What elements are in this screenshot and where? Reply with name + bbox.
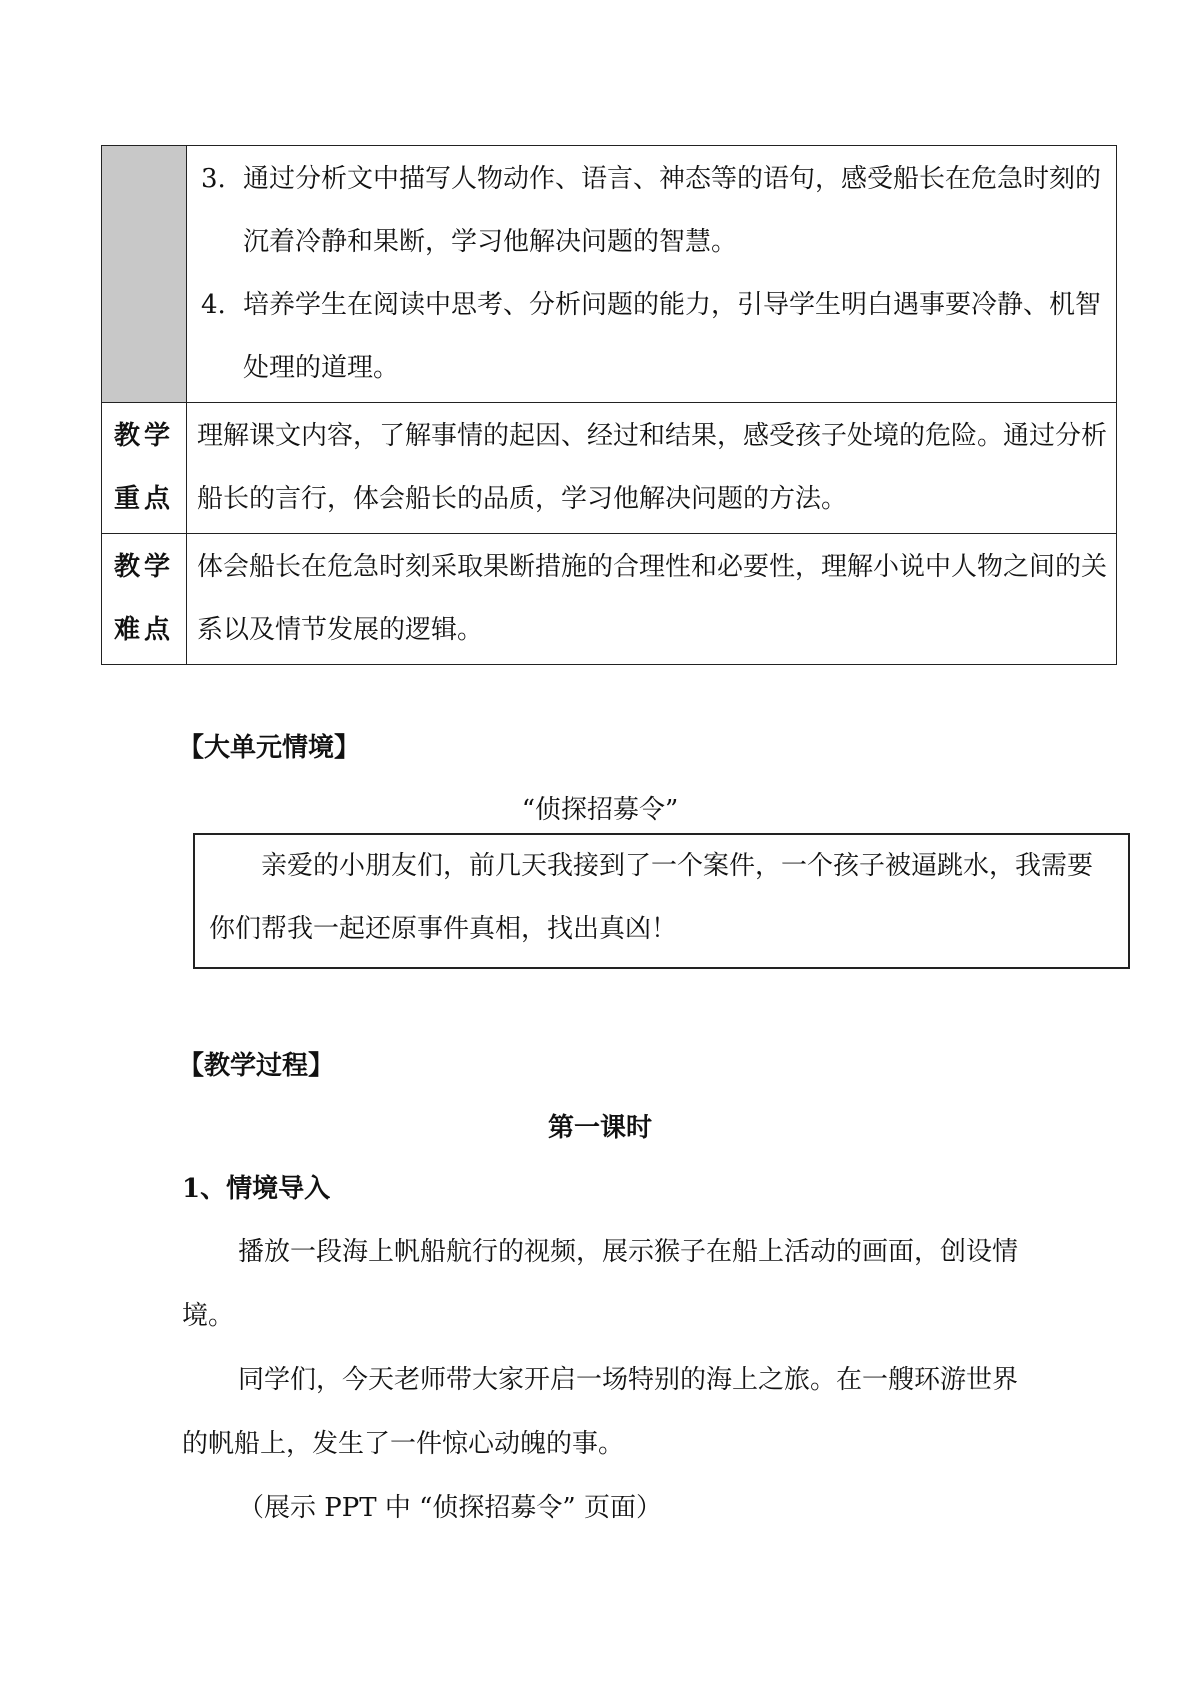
lesson-title: 第一课时 [547,1113,652,1143]
objective-number: 3. [201,164,226,194]
key-points-cell [187,403,1117,534]
difficulties-cell [187,534,1117,665]
objective-text: 培养学生在阅读中思考、分析问题的能力，引导学生明白遇事要冷静、机智处理的道理。 [243,290,1102,383]
lesson-plan-table [101,145,1117,665]
scenario-box: 亲爱的小朋友们，前几天我接到了一个案件，一个孩子被逼跳水，我需要你们帮我一起还原事件真相，找出真凶！ [193,833,1130,969]
objective-number: 4. [201,290,226,320]
key-points-text: 理解课文内容，了解事情的起因、经过和结果，感受孩子处境的危险。通过分析船长的言行，体会船长的品质，学习他解决问题的方法。 [197,421,1108,514]
key-points-label: 教学重点 [113,421,174,514]
difficulties-label: 教学难点 [113,552,174,645]
paragraph: 同学们，今天老师带大家开启一场特别的海上之旅。在一艘环游世界的帆船上，发生了一件惊心动魄的事。 [182,1365,1019,1459]
key-points-row [102,403,1117,534]
section-title: 1、情境导入 [182,1174,331,1204]
difficulties-row [102,534,1117,665]
objectives-row [102,146,1117,403]
key-points-label-cell [102,403,187,534]
objectives-cell [187,146,1117,403]
objective-item [197,148,1108,274]
paragraph: 播放一段海上帆船航行的视频，展示猴子在船上活动的画面，创设情境。 [182,1237,1019,1331]
scenario-heading: 【大单元情境】 [178,733,361,763]
process-heading: 【教学过程】 [178,1051,335,1081]
objective-item [197,274,1108,400]
paragraph-note: （展示 PPT 中 “侦探招募令” 页面） [238,1493,662,1523]
difficulties-label-cell [102,534,187,665]
objective-text: 通过分析文中描写人物动作、语言、神态等的语句，感受船长在危急时刻的沉着冷静和果断，学习他解决问题的智慧。 [243,164,1102,257]
difficulties-text: 体会船长在危急时刻采取果断措施的合理性和必要性，理解小说中人物之间的关系以及情节发展的逻辑。 [197,552,1108,645]
objectives-label-cell [102,146,187,403]
scenario-title: “侦探招募令” [521,795,679,825]
